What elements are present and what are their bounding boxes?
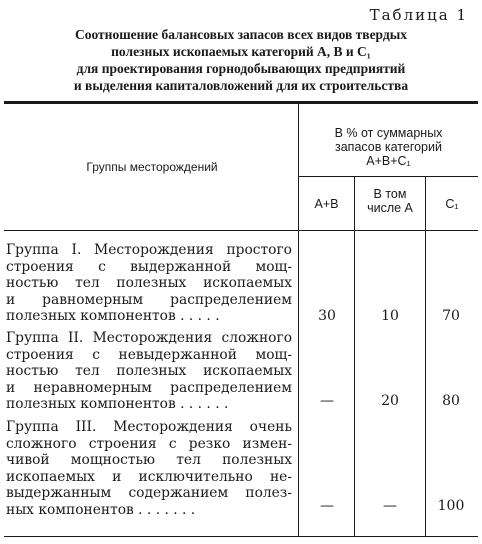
column-header-a bbox=[355, 187, 425, 215]
column-header-a-line: В том bbox=[373, 187, 407, 201]
table-bottom-rule bbox=[4, 536, 478, 537]
group-description-line: полезных компонентов . . . . . bbox=[6, 308, 220, 324]
table-number: Таблица 1 bbox=[369, 6, 468, 24]
group-description-line: и неравномерным распределением bbox=[6, 379, 292, 396]
group-description-line: сложного строения с резко измен- bbox=[6, 435, 292, 452]
percent-header-line: А+В+C₁ bbox=[366, 154, 411, 168]
group-description-line: Группа I. Месторождения простого bbox=[6, 242, 292, 258]
group-description-line: выдержанным содержанием полез- bbox=[6, 485, 292, 501]
value-a: 20 bbox=[381, 393, 399, 409]
group-description-line: Группа III. Месторождения очень bbox=[6, 419, 292, 435]
percent-header-line: В % от суммарных bbox=[334, 126, 443, 140]
group-description-line: ностью тел полезных ископаемых bbox=[6, 275, 292, 291]
group-description-line: ных компонентов . . . . . . . bbox=[6, 501, 196, 518]
percent-header-line: запасов категорий bbox=[335, 140, 442, 154]
caption-line: для проектирования горнодобывающих предприятий bbox=[76, 61, 406, 76]
column-header-ab: А+В bbox=[314, 197, 339, 211]
group-description-line: чивой мощностью тел полезных bbox=[6, 452, 292, 468]
value-ab: — bbox=[320, 393, 334, 409]
header-bottom-rule bbox=[4, 230, 478, 231]
groups-column-header: Группы месторождений bbox=[86, 160, 218, 174]
column-header-a-line: числе А bbox=[367, 201, 413, 215]
caption-line: полезных ископаемых категорий А, В и C₁ bbox=[111, 44, 371, 59]
table-row bbox=[6, 419, 292, 518]
percent-header bbox=[299, 126, 478, 168]
value-c1: 80 bbox=[442, 393, 460, 409]
group-description-line: полезных компонентов . . . . . . bbox=[6, 396, 229, 412]
group-description-line: строения с невыдержанной мощ- bbox=[6, 346, 292, 363]
column-header-c1: C₁ bbox=[445, 197, 459, 211]
caption-line: Соотношение балансовых запасов всех видов твердых bbox=[74, 27, 408, 42]
value-c1: 100 bbox=[437, 498, 465, 514]
caption-line: и выделения капиталовложений для их строительства bbox=[73, 78, 409, 93]
column-divider bbox=[425, 176, 426, 536]
value-c1: 70 bbox=[442, 308, 460, 324]
group-description-line: ископаемых и исключительно не- bbox=[6, 468, 292, 485]
subheader-rule bbox=[298, 176, 478, 177]
group-description-line: и равномерным распределением bbox=[6, 291, 292, 308]
table-caption bbox=[10, 26, 472, 94]
value-a: 10 bbox=[381, 308, 399, 324]
value-a: — bbox=[383, 498, 397, 514]
table-row bbox=[6, 330, 292, 413]
group-description-line: ностью тел полезных ископаемых bbox=[6, 363, 292, 379]
column-divider bbox=[354, 176, 355, 536]
table-row bbox=[6, 242, 292, 325]
value-ab: — bbox=[320, 498, 334, 514]
table-mid-rule bbox=[4, 103, 478, 104]
group-description-line: строения с выдержанной мощ- bbox=[6, 258, 292, 275]
group-description-line: Группа II. Месторождения сложного bbox=[6, 330, 292, 346]
value-ab: 30 bbox=[318, 308, 336, 324]
